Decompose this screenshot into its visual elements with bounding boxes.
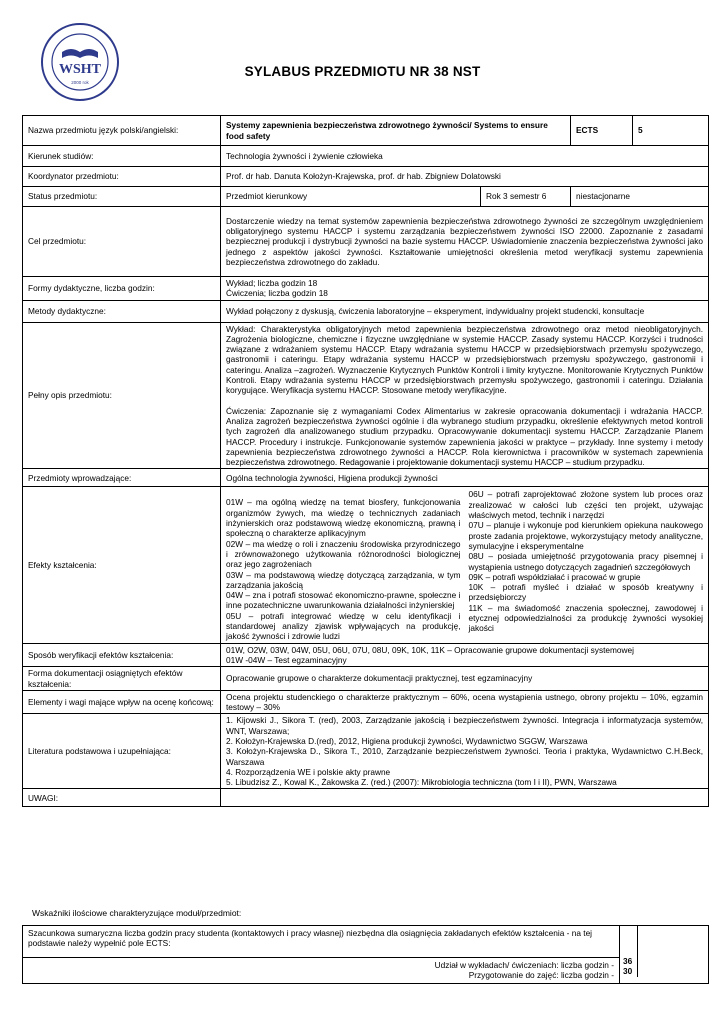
indicators-table (22, 925, 709, 984)
literature-value (221, 714, 709, 789)
prerequisites-label: Przedmioty wprowadzające: (23, 469, 221, 487)
row-goal (23, 207, 709, 277)
literature-item: 4. Rozporządzenia WE i polskie akty prawne (226, 766, 391, 777)
indicators-detail (23, 958, 620, 984)
outcome-item: 07U – planuje i wykonuje pod kierunkiem opiekuna naukowego proste zadania projektowe, wykorzystujący metody analityczne, symulacyjne i eksperymentalne (468, 520, 704, 551)
indicator-value: 30 (623, 966, 633, 977)
ects-label: ECTS (571, 116, 633, 146)
field-value: Technologia żywności i żywienie człowieka (221, 146, 709, 167)
outcome-item: 06U – potrafi zaprojektować złożone system lub proces oraz zrealizować w całości lub części ten projekt, używając właściwych metod, technik i narzędzi (468, 489, 704, 521)
literature-item: 5. Libudzisz Z., Kowal K., Żakowska Z. (red.) (2007): Mikrobiologia techniczna (tom I i II), PWN, Warszawa (226, 777, 617, 788)
row-forms (23, 277, 709, 301)
indicators-heading: Wskaźniki ilościowe charakteryzujące moduł/przedmiot: (32, 908, 242, 918)
documentation-value: Opracowanie grupowe o charakterze dokumentacji praktycznej, test egzaminacyjny (221, 667, 709, 691)
verification-label: Sposób weryfikacji efektów kształcenia: (23, 643, 221, 667)
description-exercises: Ćwiczenia: Zapoznanie się z wymaganiami Codex Alimentarius w zakresie opracowania dokumentacji i wdrażania HACCP. Analiza zagrożeń bezpieczeństwa żywności ogólnie i dla wybranego studium przypadku, określenie efektywnych metod kontroli tych zagrożeń dla analizowanego studium przypadku. Opracowywanie dokumentacji systemu HACCP. Zarządzanie Planem HACCP. Procedury i instrukcje. Funkcjonowanie systemów zapewnienia jakości w praktyce – przykłady. Inne systemy i metody zapewnienia bezpieczeństwa zdrowotnego żywności a HACCP. Rola kierownictwa i pracowników w systemach zapewnienia bezpieczeństwa zdrowotnego. Redagowanie i projektowanie dokumentacji systemu HACCP – studium przypadku. (226, 405, 704, 468)
indicators-summary-row (23, 926, 709, 958)
verification-value (221, 643, 709, 667)
row-verification (23, 643, 709, 667)
page-title: SYLABUS PRZEDMIOTU NR 38 NST (244, 64, 481, 79)
row-coordinator (23, 167, 709, 187)
row-field (23, 146, 709, 167)
coordinator-label: Koordynator przedmiotu: (23, 167, 221, 187)
row-literature (23, 714, 709, 789)
forms-line-lecture: Wykład; liczba godzin 18 (226, 278, 318, 288)
forms-line-exercises: Ćwiczenia; liczba godzin 18 (226, 288, 328, 299)
outcome-item: 10K – potrafi myśleć i działać w sposób kreatywny i przedsiębiorczy (468, 582, 704, 603)
documentation-label: Forma dokumentacji osiągniętych efektów kształcenia: (23, 667, 221, 691)
outcome-item: 11K – ma świadomość znaczenia społecznej, zawodowej i etycznej odpowiedzialności za produkcję żywności wysokiej jakości (468, 602, 704, 634)
outcome-item: 03W – ma podstawową wiedzę dotyczącą zarządzania, w tym zarządzania jakością (226, 569, 461, 590)
row-prerequisites (23, 469, 709, 487)
syllabus-table (22, 115, 709, 807)
coordinator-value: Prof. dr hab. Danuta Kołożyn-Krajewska, prof. dr hab. Zbigniew Dolatowski (221, 167, 709, 187)
outcome-item: 02W – ma wiedzę o roli i znaczeniu środowiska przyrodniczego i zrównoważonego użytkowania różnorodności biologicznej oraz jego zagrożeniach (226, 538, 461, 570)
year-value: Rok 3 semestr 6 (481, 187, 571, 207)
outcome-item: 05U – potrafi integrować wiedzę w celu identyfikacji i standardowej analizy zjawisk wpływających na produkcję, jakość żywności i zdrowie ludzi (226, 610, 461, 642)
field-label: Kierunek studiów: (23, 146, 221, 167)
forms-label: Formy dydaktyczne, liczba godzin: (23, 277, 221, 301)
weights-value: Ocena projektu studenckiego o charakterze praktycznym – 60%, ocena wystąpienia ustnego, obrony projektu – 10%, egzamin testowy – 30% (221, 690, 709, 714)
study-type-value: niestacjonarne (571, 187, 709, 207)
row-outcomes (23, 487, 709, 643)
literature-item: 1. Kijowski J., Sikora T. (red), 2003, Zarządzanie jakością i bezpieczeństwem żywności. Integracja i informatyzacja systemów, WNT, Warszawa; (226, 715, 704, 736)
verification-line-2: 01W -04W – Test egzaminacyjny (226, 654, 347, 665)
row-weights (23, 690, 709, 714)
indicators-values-cell (620, 926, 709, 984)
row-notes (23, 789, 709, 807)
methods-value: Wykład połączony z dyskusją, ćwiczenia laboratoryjne – eksperyment, indywidualny projekt studencki, konsultacje (221, 300, 709, 322)
outcomes-left-column (226, 489, 461, 641)
goal-label: Cel przedmiotu: (23, 207, 221, 277)
prerequisites-value: Ogólna technologia żywności, Higiena produkcji żywności (221, 469, 709, 487)
status-value: Przedmiot kierunkowy (221, 187, 481, 207)
logo-year: 2000 rok (71, 80, 89, 85)
ects-value: 5 (633, 116, 709, 146)
description-label: Pełny opis przedmiotu: (23, 322, 221, 469)
row-description (23, 322, 709, 469)
indicator-label: Udział w wykładach/ ćwiczeniach: liczba godzin - (434, 960, 614, 970)
weights-label: Elementy i wagi mające wpływ na ocenę końcową: (23, 690, 221, 714)
row-documentation (23, 667, 709, 691)
outcome-item: 04W – zna i potrafi stosować ekonomiczno-prawne, społeczne i inne pozatechniczne uwarunkowania działalności inżynierskiej (226, 590, 461, 611)
methods-label: Metody dydaktyczne: (23, 300, 221, 322)
school-logo (40, 22, 120, 102)
outcome-item: 08U – posiada umiejętność przygotowania pracy pisemnej i wystąpienia ustnego dotyczących zagadnień szczegółowych (468, 551, 704, 572)
outcomes-right-column (469, 489, 704, 641)
description-lecture: Wykład: Charakterystyka obligatoryjnych metod zapewnienia bezpieczeństwa zdrowotnego oraz metod nieobligatoryjnych. Zagrożenia biologiczne, chemiczne i fizyczne uwzględniane w systemie HACCP. Zasady systemu HACCP. Korzyści i trudności związane z wdrażaniem systemu HACCP. Etapy wdrażania systemu HACCP w przedsiębiorstwach przemysłu spożywczego, gastronomii i cateringu. Etapy wdrażania systemu HACCP w przedsiębiorstwach przemysłu spożywczego, gastronomii i cateringu. Analiza –zagrożeń. Wyznaczenie Krytycznych Punktów Kontroli i limity krytyczne. Monitorowanie Krytycznych Punktów Kontroli. Etapy wdrażania systemu HACCP w przedsiębiorstwach przemysłu spożywczego, gastronomii i cateringu. Działania korygujące. Weryfikacja systemu HACCP. Stosowane metody weryfikacyjne. (226, 323, 704, 396)
literature-item: 3. Kołożyn-Krajewska D., Sikora T., 2010, Zarządzanie bezpieczeństwem żywności. Teoria i praktyka, Wydawnictwo C.H.Beck, Warszawa (226, 746, 704, 767)
verification-line-1: 01W, O2W, 03W, 04W, 05U, 06U, 07U, 08U, 09K, 10K, 11K – Opracowanie grupowe dokumentacji systemowej (226, 644, 634, 655)
notes-label: UWAGI: (23, 789, 221, 807)
outcomes-value (221, 487, 709, 643)
literature-item: 2. Kołożyn-Krajewska D.(red), 2012, Higiena produkcji żywności, Wydawnictwo SGGW, Warszawa (226, 735, 588, 746)
row-methods (23, 300, 709, 322)
logo-text: WSHT (58, 62, 102, 77)
goal-value: Dostarczenie wiedzy na temat systemów zapewnienia bezpieczeństwa zdrowotnego żywności ze szczególnym uwzględnieniem obligatoryjnego systemu HACCP i systemu zarządzania bezpieczeństwem żywności ISO 22000. Zapoznanie z zasadami bezpiecznej produkcji i dystrybucji żywności na bazie systemu HACCP. Uświadomienie znaczenia bezpieczeństwa żywności jako jednego z aspektów jakości żywności. Kształtowanie umiejętności określenia metod weryfikacji systemu zapewnienia bezpieczeństwa zdrowotnego do zakładu. (221, 207, 709, 277)
indicator-value: 36 (623, 956, 633, 966)
status-label: Status przedmiotu: (23, 187, 221, 207)
outcome-item: 01W – ma ogólną wiedzę na temat biosfery, funkcjonowania organizmów żywych, ma wiedzę o technicznych zadaniach inżynierskich oraz podstawową wiedzę ekonomiczną, prawną i społeczną o charakterze aplikacyjnym (226, 497, 461, 539)
outcome-item: 09K – potrafi współdziałać i pracować w grupie (468, 571, 641, 582)
notes-value (221, 789, 709, 807)
indicators-summary-text: Szacunkowa sumaryczna liczba godzin pracy studenta (kontaktowych i pracy własnej) niezbędna dla osiągnięcia zakładanych efektów kształcenia - na tej podstawie należy wypełnić pole ECTS: (23, 926, 620, 958)
row-course-name (23, 116, 709, 146)
description-value (221, 322, 709, 469)
row-status (23, 187, 709, 207)
literature-label: Literatura podstawowa i uzupełniająca: (23, 714, 221, 789)
course-name-value: Systemy zapewnienia bezpieczeństwa zdrowotnego żywności/ Systems to ensure food safety (221, 116, 571, 146)
indicators-detail-row (23, 958, 709, 984)
outcomes-label: Efekty kształcenia: (23, 487, 221, 643)
indicator-label: Przygotowanie do zajęć: liczba godzin - (468, 970, 614, 981)
forms-value (221, 277, 709, 301)
course-name-label: Nazwa przedmiotu język polski/angielski: (23, 116, 221, 146)
